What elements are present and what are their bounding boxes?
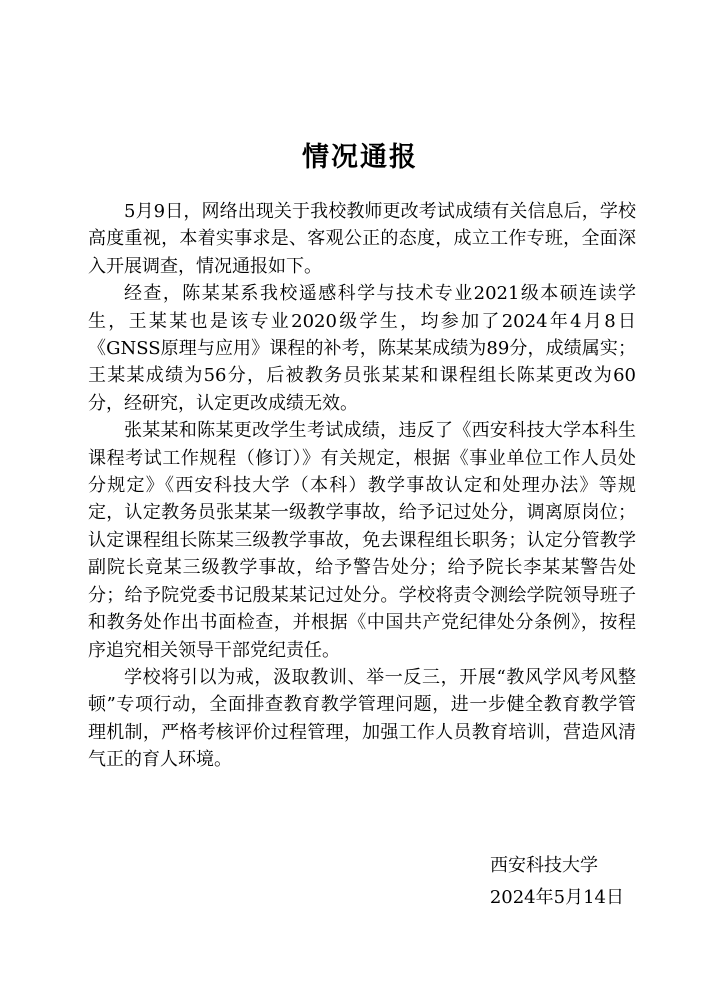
paragraph-2: 经查，陈某某系我校遥感科学与技术专业2021级本硕连读学生，王某某也是该专业2020级学生，均参加了2024年4月8日《GNSS原理与应用》课程的补考，陈某某成绩为89分，成绩属实；王某某成绩为56分，后被教务员张某某和课程组长陈某更改为60分，经研究，认定更改成绩无效。	[88, 283, 636, 414]
paragraph-3: 张某某和陈某更改学生考试成绩，违反了《西安科技大学本科生课程考试工作规程（修订）》有关规定，根据《事业单位工作人员处分规定》《西安科技大学（本科）教学事故认定和处理办法》等规定，认定教务员张某某一级教学事故，给予记过处分，调离原岗位；认定课程组长陈某三级教学事故，免去课程组长职务；认定分管教学副院长竟某三级教学事故，给予警告处分；给予院长李某某警告处分；给予院党委书记殷某某记过处分。学校将责令测绘学院领导班子和教务处作出书面检查，并根据《中国共产党纪律处分条例》，按程序追究相关领导干部党纪责任。	[88, 420, 636, 661]
signature-date: 2024年5月14日	[489, 887, 624, 908]
paragraph-4: 学校将引以为戒，汲取教训、举一反三，开展“教风学风考风整顿”专项行动，全面排查教育教学管理问题，进一步健全教育教学管理机制，严格考核评价过程管理，加强工作人员教育培训，营造风清气正的育人环境。	[88, 666, 636, 771]
signature-block	[324, 850, 624, 914]
document-title: 情况通报	[302, 142, 418, 173]
signature-organization: 西安科技大学	[490, 855, 598, 876]
document-body	[88, 198, 636, 774]
paragraph-1: 5月9日，网络出现关于我校教师更改考试成绩有关信息后，学校高度重视，本着实事求是、客观公正的态度，成立工作专班，全面深入开展调查，情况通报如下。	[88, 201, 636, 277]
